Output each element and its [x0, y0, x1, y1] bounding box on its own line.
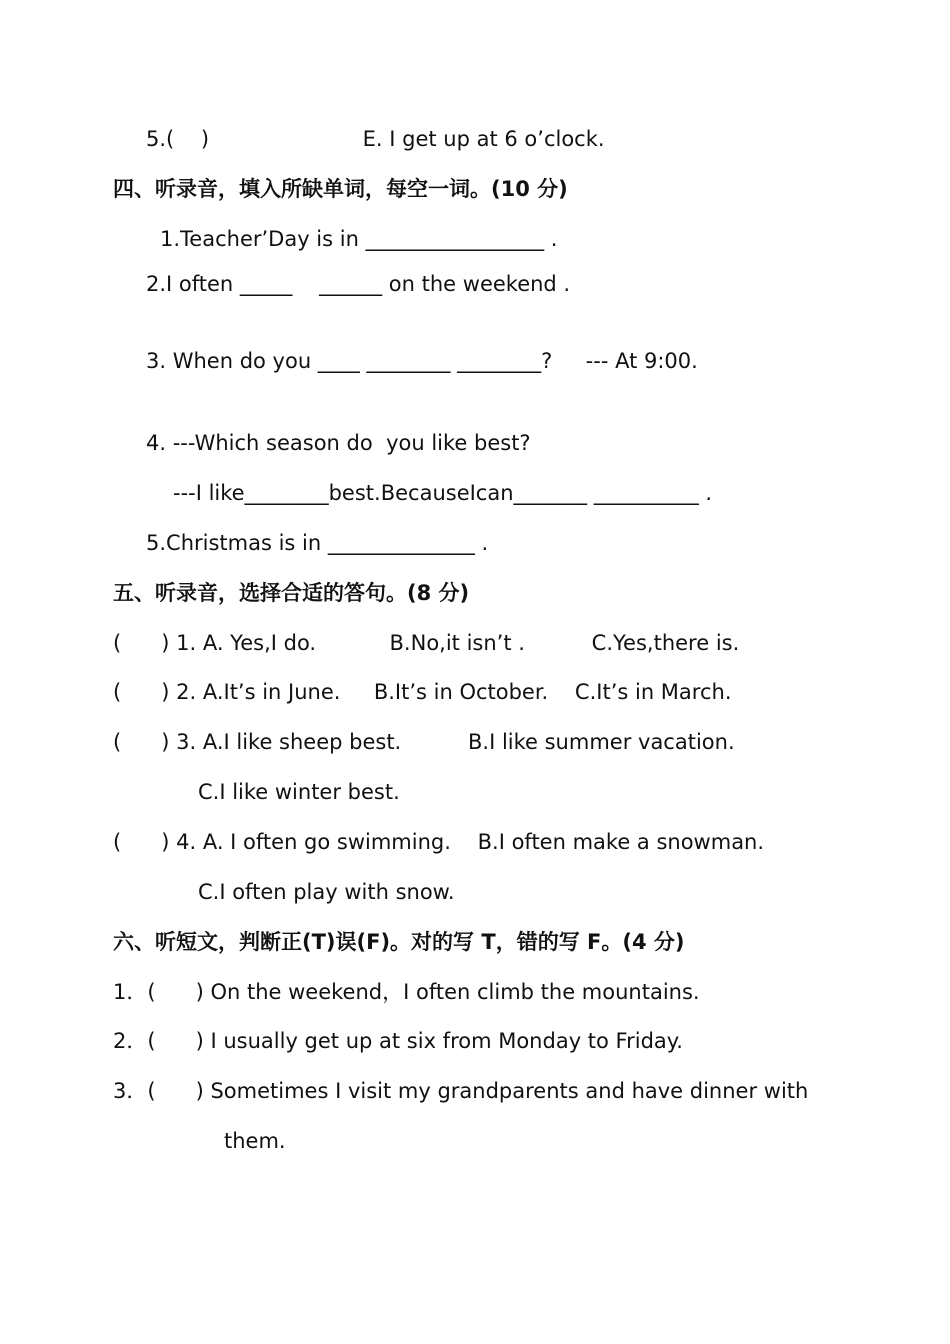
choice-question-1: ( ) 1. A. Yes,I do. B.No,it isn’t . C.Yes,there is.: [113, 631, 740, 655]
matching-item-5: 5.( ) E. I get up at 6 o’clock.: [146, 127, 605, 151]
true-false-3: 3．( ) Sometimes I visit my grandparents and have dinner with: [113, 1079, 809, 1103]
fill-blank-4-question: 4. ---Which season do you like best?: [146, 431, 531, 455]
fill-blank-4-answer: ---I like________best.BecauseIcan_______ __________ .: [173, 481, 713, 505]
choice-question-3-option-c: C.I like winter best.: [198, 780, 400, 804]
fill-blank-3: 3. When do you ____ ________ ________? --- At 9:00.: [146, 349, 698, 373]
choice-question-4-option-c: C.I often play with snow.: [198, 880, 455, 904]
section-5-heading: 五、听录音，选择合适的答句。(8 分): [113, 581, 470, 605]
fill-blank-5: 5.Christmas is in ______________ .: [146, 531, 489, 555]
true-false-2: 2．( ) I usually get up at six from Monday to Friday.: [113, 1029, 683, 1053]
choice-question-3: ( ) 3. A.I like sheep best. B.I like summer vacation.: [113, 730, 735, 754]
section-4-heading: 四、听录音，填入所缺单词，每空一词。(10 分): [113, 177, 568, 201]
choice-question-4: ( ) 4. A. I often go swimming. B.I often make a snowman.: [113, 830, 765, 854]
true-false-1: 1．( ) On the weekend，I often climb the mountains.: [113, 980, 700, 1004]
section-6-heading: 六、听短文，判断正(T)误(F)。对的写 T，错的写 F。(4 分): [113, 930, 685, 954]
true-false-3-continued: them.: [224, 1129, 286, 1153]
fill-blank-1: 1.Teacher’Day is in _________________ .: [160, 227, 558, 251]
choice-question-2: ( ) 2. A.It’s in June. B.It’s in October. C.It’s in March.: [113, 680, 732, 704]
fill-blank-2: 2.I often _____ ______ on the weekend .: [146, 272, 571, 296]
